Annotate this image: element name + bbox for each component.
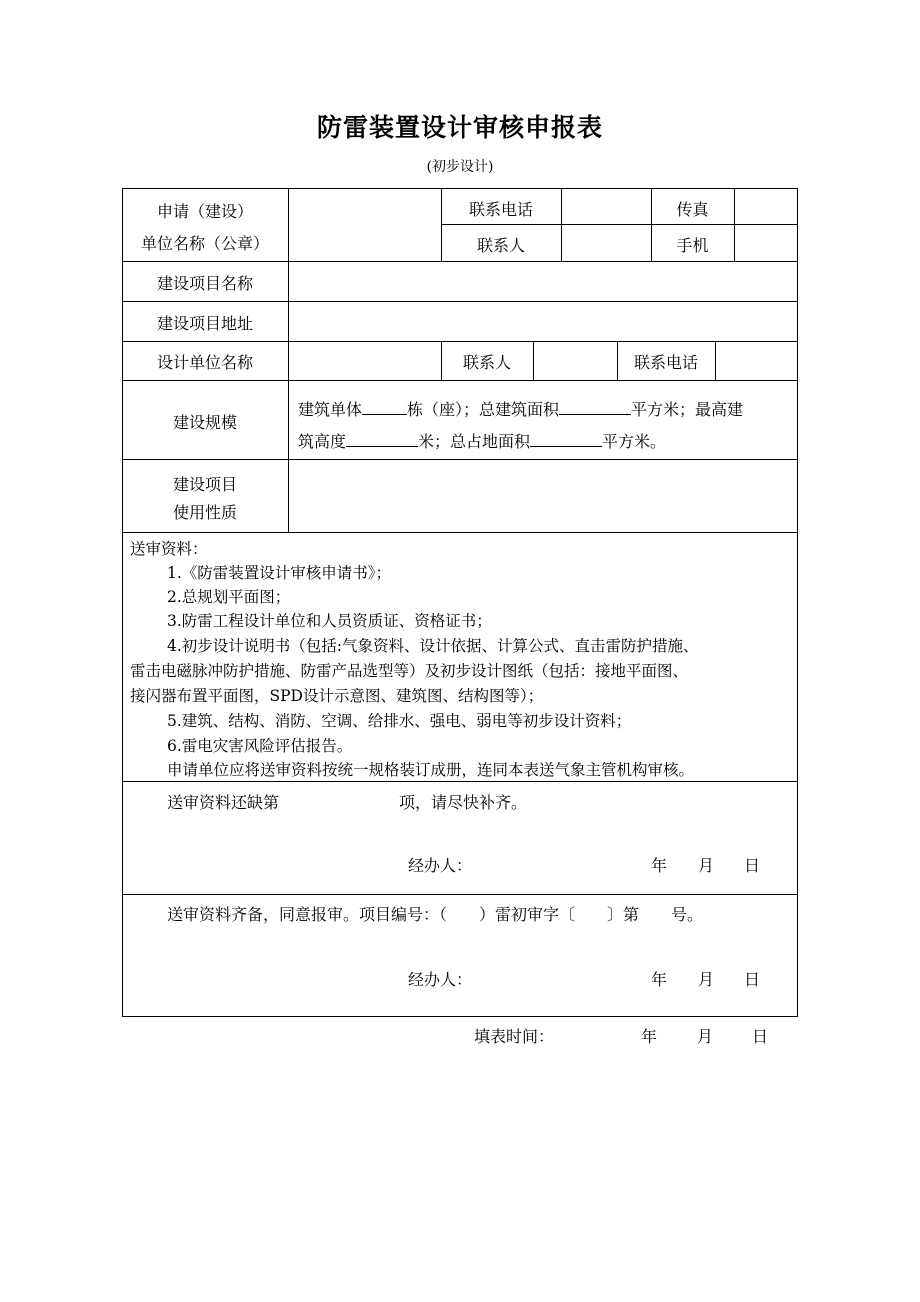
design-unit-contact-label: 联系人 (462, 353, 511, 372)
missing-text-b: 项，请尽快补齐。 (399, 793, 528, 812)
form-title: 防雷装置设计审核申报表 (316, 113, 603, 142)
scale-text-buildings: 建筑单体 (298, 400, 363, 419)
project-name-label: 建设项目名称 (156, 274, 253, 293)
scale-text-total-area: 栋（座）；总建筑面积 (407, 400, 560, 419)
land-area-blank[interactable] (530, 430, 602, 447)
complete-month: 月 (698, 970, 715, 989)
design-unit-contact-field[interactable] (534, 342, 617, 380)
rule-row-4 (122, 380, 798, 381)
scale-label: 建设规模 (172, 413, 237, 432)
applicant-mobile-label: 手机 (676, 236, 709, 255)
applicant-label-line1: 申请（建设） (156, 202, 253, 221)
usage-label-line2: 使用性质 (172, 503, 237, 522)
missing-text-a: 送审资料还缺第 (167, 793, 280, 812)
fill-date-month: 月 (697, 1027, 714, 1046)
complete-year: 年 (651, 970, 668, 989)
materials-note: 申请单位应将送审资料按统一规格装订成册，连同本表送气象主管机构审核。 (167, 761, 695, 779)
material-item-4-cont-b: 接闪器布置平面图，SPD设计示意图、建筑图、结构图等）； (130, 687, 544, 705)
applicant-name-field[interactable] (289, 189, 440, 261)
rule-row-8 (122, 894, 798, 895)
applicant-mobile-field[interactable] (735, 225, 797, 261)
total-area-blank[interactable] (559, 398, 631, 415)
applicant-phone-field[interactable] (562, 189, 651, 224)
complete-handler-label: 经办人： (408, 970, 473, 989)
building-count-blank[interactable] (362, 398, 407, 415)
material-item-6: 6.雷电灾害风险评估报告。 (167, 737, 353, 755)
form-subtitle: (初步设计) (426, 159, 494, 175)
design-unit-phone-label: 联系电话 (633, 353, 698, 372)
scale-line-1 (298, 398, 743, 420)
rule-row-6 (122, 532, 798, 533)
scale-text-land-area: 米；总占地面积 (418, 432, 531, 451)
missing-handler-label: 经办人： (408, 856, 473, 875)
materials-heading: 送审资料： (130, 540, 208, 558)
applicant-phone-label: 联系电话 (468, 200, 533, 219)
applicant-label-line2: 单位名称（公章） (140, 234, 269, 253)
missing-day: 日 (744, 856, 761, 875)
scale-text-height: 筑高度 (298, 432, 347, 451)
project-address-label: 建设项目地址 (156, 314, 253, 333)
design-unit-name-field[interactable] (289, 342, 440, 380)
scale-text-max-height: 平方米；最高建 (631, 400, 744, 419)
fill-date-day: 日 (752, 1027, 769, 1046)
applicant-fax-field[interactable] (735, 189, 797, 224)
complete-day: 日 (744, 970, 761, 989)
design-unit-phone-field[interactable] (716, 342, 797, 380)
complete-text: 送审资料齐备，同意报审。项目编号：（ ）雷初审字〔 〕第 号。 (167, 905, 704, 924)
rule-row-3 (122, 341, 798, 342)
height-blank[interactable] (346, 430, 418, 447)
missing-month: 月 (698, 856, 715, 875)
material-item-4: 4.初步设计说明书（包括:气象资料、设计依据、计算公式、直击雷防护措施、 (167, 637, 699, 655)
fill-date-year: 年 (641, 1027, 658, 1046)
rule-row-7 (122, 781, 798, 782)
project-address-field[interactable] (289, 302, 797, 341)
material-item-2: 2.总规划平面图； (167, 588, 291, 606)
fill-date-label: 填表时间： (474, 1027, 555, 1046)
applicant-contact-field[interactable] (562, 225, 651, 261)
material-item-3: 3.防雷工程设计单位和人员资质证、资格证书； (167, 612, 492, 630)
project-name-field[interactable] (289, 262, 797, 301)
material-item-1: 1.《防雷装置设计审核申请书》； (167, 564, 392, 582)
scale-line-2 (298, 430, 666, 452)
missing-year: 年 (651, 856, 668, 875)
design-unit-label: 设计单位名称 (156, 353, 253, 372)
material-item-5: 5.建筑、结构、消防、空调、给排水、强电、弱电等初步设计资料； (167, 712, 632, 730)
material-item-4-cont-a: 雷击电磁脉冲防护措施、防雷产品选型等）及初步设计图纸（包括：接地平面图、 (130, 662, 689, 680)
usage-label-line1: 建设项目 (172, 475, 237, 494)
scale-text-sqm: 平方米。 (602, 432, 667, 451)
applicant-fax-label: 传真 (676, 200, 709, 219)
usage-field[interactable] (289, 460, 797, 532)
missing-count-field[interactable] (300, 793, 396, 813)
applicant-contact-label: 联系人 (476, 236, 525, 255)
